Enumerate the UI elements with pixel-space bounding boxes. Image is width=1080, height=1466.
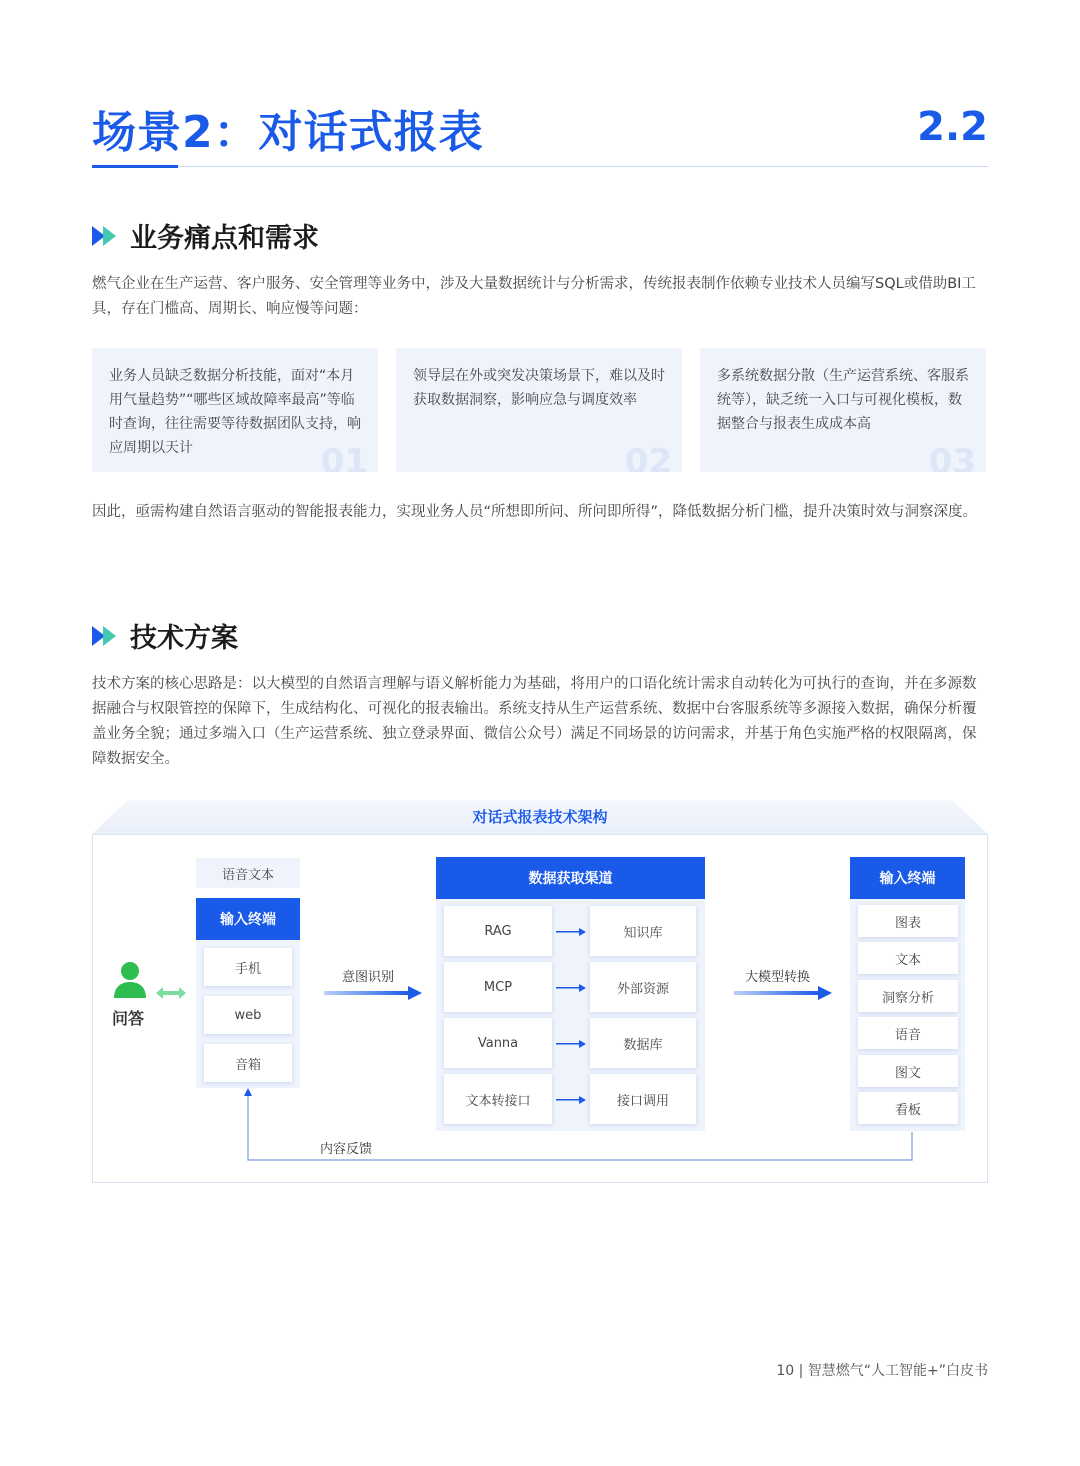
section-heading-text: 技术方案 [130, 623, 238, 654]
channel-target-knowledge-base: 知识库 [590, 906, 696, 956]
output-item-image-text: 图文 [858, 1055, 958, 1087]
output-item-chart: 图表 [858, 905, 958, 937]
channel-source-rag: RAG [444, 906, 552, 956]
double-arrow-icon [92, 225, 120, 247]
page-footer: 10 | 智慧燃气“人工智能+”白皮书 [776, 1363, 988, 1379]
output-item-text: 文本 [858, 942, 958, 974]
title-divider-accent [92, 165, 178, 168]
channel-target-database: 数据库 [590, 1018, 696, 1068]
pain-points-intro: 燃气企业在生产运营、客户服务、安全管理等业务中，涉及大量数据统计与分析需求，传统报表制作依赖专业技术人员编写SQL或借助BI工具，存在门槛高、周期长、响应慢等问题： [92, 276, 976, 317]
small-arrow-icon [556, 926, 586, 938]
input-terminal-header: 输入终端 [196, 898, 300, 940]
output-item-insight: 洞察分析 [858, 980, 958, 1012]
channel-source-vanna: Vanna [444, 1018, 552, 1068]
bidirectional-arrow-icon [156, 986, 186, 1000]
tech-solution-body: 技术方案的核心思路是：以大模型的自然语言理解与语义解析能力为基础，将用户的口语化统计需求自动转化为可执行的查询，并在多源数据融合与权限管控的保障下，生成结构化、可视化的报表输出。系统支持从生产运营系统、数据中台客服系统等多源接入数据，确保分析覆盖业务全貌；通过多端入口（生产运营系统、独立登录界面、微信公众号）满足不同场景的访问需求，并基于角色实施严格的权限隔离，保障数据安全。 [92, 676, 977, 767]
pain-point-number: 01 [320, 442, 368, 472]
pain-point-text: 业务人员缺乏数据分析技能，面对“本月用气量趋势”“哪些区域故障率最高”等临时查询，往往需要等待数据团队支持，响应周期以天计 [109, 368, 361, 456]
content-feedback-label: 内容反馈 [320, 1142, 373, 1157]
user-icon [112, 960, 148, 1000]
data-channel-header: 数据获取渠道 [436, 857, 705, 899]
intent-recognition-label: 意图识别 [342, 970, 395, 985]
input-item-phone: 手机 [204, 948, 292, 986]
channel-target-external-resources: 外部资源 [590, 962, 696, 1012]
llm-conversion-label: 大模型转换 [745, 970, 811, 985]
voice-text-label: 语音文本 [196, 858, 300, 888]
intent-arrow-icon [324, 985, 422, 1001]
pain-point-text: 领导层在外或突发决策场景下，难以及时获取数据洞察，影响应急与调度效率 [413, 368, 665, 408]
pain-point-card-2 [396, 348, 682, 472]
channel-source-text-to-api: 文本转接口 [444, 1074, 552, 1124]
small-arrow-icon [556, 982, 586, 994]
channel-target-api-call: 接口调用 [590, 1074, 696, 1124]
page-title: 场景2：对话式报表 [92, 107, 484, 158]
output-item-dashboard: 看板 [858, 1092, 958, 1124]
llm-arrow-icon [734, 985, 832, 1001]
title-divider [92, 166, 988, 167]
small-arrow-icon [556, 1038, 586, 1050]
pain-point-card-3 [700, 348, 986, 472]
pain-point-card-1 [92, 348, 378, 472]
section-number: 2.2 [917, 104, 988, 150]
user-label: 问答 [112, 1009, 145, 1028]
double-arrow-icon [92, 625, 120, 647]
output-terminal-header: 输入终端 [850, 857, 965, 899]
pain-points-conclusion: 因此，亟需构建自然语言驱动的智能报表能力，实现业务人员“所想即所问、所问即所得”，降低数据分析门槛，提升决策时效与洞察深度。 [92, 504, 978, 520]
pain-point-text: 多系统数据分散（生产运营系统、客服系统等），缺乏统一入口与可视化模板，数据整合与报表生成成本高 [717, 368, 969, 432]
input-item-web: web [204, 996, 292, 1034]
channel-source-mcp: MCP [444, 962, 552, 1012]
section-heading-text: 业务痛点和需求 [130, 223, 319, 254]
diagram-title: 对话式报表技术架构 [472, 808, 608, 826]
section-heading-pain-points [92, 216, 319, 255]
pain-point-number: 02 [624, 442, 672, 472]
pain-point-number: 03 [928, 442, 976, 472]
section-heading-tech-solution [92, 616, 238, 655]
output-item-voice: 语音 [858, 1017, 958, 1049]
input-item-speaker: 音箱 [204, 1044, 292, 1082]
